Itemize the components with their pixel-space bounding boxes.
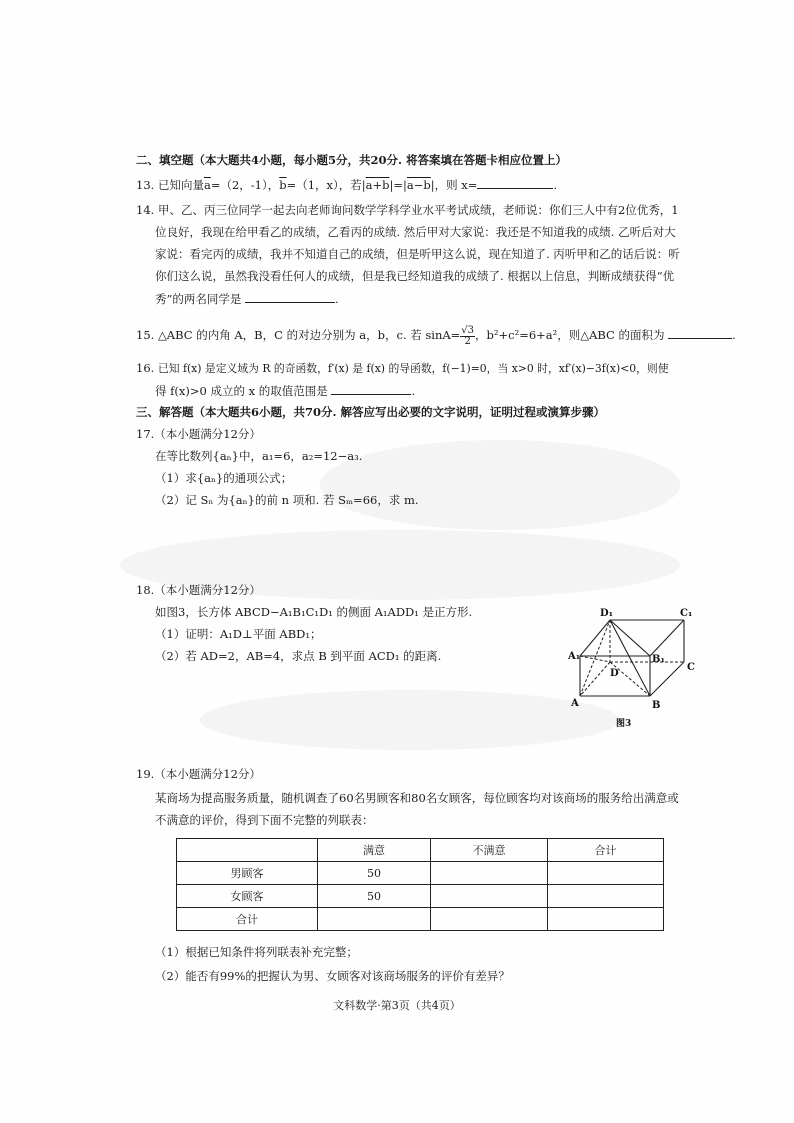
label-C1: C₁ xyxy=(680,608,693,619)
hidden-diagonal-A-D1 xyxy=(580,620,610,696)
question-14-line-3: 家说：看完丙的成绩，我并不知道自己的成绩，但是听甲这么说，现在知道了. 丙听甲和乙的话后说：听 xyxy=(155,247,680,261)
label-D: D xyxy=(610,668,619,679)
question-19-part-1: （1）根据已知条件将列联表补充完整； xyxy=(155,945,358,959)
table-cell: 女顾客 xyxy=(177,885,318,908)
table-cell xyxy=(431,862,548,885)
question-19-stem-2: 不满意的评价，得到下面不完整的列联表： xyxy=(155,813,374,827)
table-cell xyxy=(431,908,548,931)
question-14-line-1: 14. 甲、乙、丙三位同学一起去向老师询问数学学科学业水平考试成绩，老师说：你们三人中有2位优秀，1 xyxy=(136,203,679,217)
label-D1: D₁ xyxy=(600,608,614,619)
section-3-heading: 三、解答题（本大题共6小题，共70分. 解答应写出必要的文字说明，证明过程或演算步骤） xyxy=(136,405,606,419)
question-18-stem: 如图3，长方体 ABCD−A₁B₁C₁D₁ 的侧面 A₁ADD₁ 是正方形. xyxy=(155,605,473,619)
page-footer: 文科数学·第3页（共4页） xyxy=(333,999,461,1012)
table-header-cell: 合计 xyxy=(548,839,664,862)
scan-smudge xyxy=(320,440,680,530)
question-14-line-2: 位良好，我现在给甲看乙的成绩，乙看丙的成绩. 然后甲对大家说：我还是不知道我的成绩. 乙听后对大 xyxy=(155,225,676,239)
edge-A1-D1 xyxy=(580,620,610,656)
question-17-title: 17.（本小题满分12分） xyxy=(136,427,261,441)
q14-number: 14. xyxy=(136,203,155,217)
table-cell xyxy=(548,908,664,931)
question-18-title: 18.（本小题满分12分） xyxy=(136,583,261,597)
q15-fraction: $\frac{√3}{2}$ xyxy=(461,324,475,347)
table-header-cell: 满意 xyxy=(318,839,431,862)
table-header-row xyxy=(177,839,664,862)
table-cell xyxy=(431,885,548,908)
question-17-stem: 在等比数列{aₙ}中，a₁=6，a₂=12−a₃. xyxy=(155,449,363,463)
contingency-table xyxy=(176,838,664,931)
scan-smudge xyxy=(200,690,620,750)
q15-number: 15. xyxy=(136,328,155,342)
figure-3-cuboid xyxy=(566,604,706,730)
edge-C-B xyxy=(650,662,684,696)
question-18-part-2: （2）若 AD=2，AB=4，求点 B 到平面 ACD₁ 的距离. xyxy=(155,649,442,663)
table-cell: 50 xyxy=(318,862,431,885)
question-18-part-1: （1）证明：A₁D⊥平面 ABD₁； xyxy=(155,627,322,641)
question-14-line-5: 秀”的两名同学是 . xyxy=(155,292,339,306)
table-row xyxy=(177,885,664,908)
question-13: 13. 已知向量$\overline{a}=(2$，-1），$\overline{b}=(1$，x），若|a+b|=|a−b|，则 x= . xyxy=(136,178,558,192)
table-cell: 合计 xyxy=(177,908,318,931)
label-C: C xyxy=(687,662,695,673)
question-17-part-1: （1）求{aₙ}的通项公式； xyxy=(155,471,293,485)
q13-number: 13. xyxy=(136,178,155,192)
q14-answer-blank[interactable] xyxy=(245,290,335,303)
q15-answer-blank[interactable] xyxy=(668,326,732,339)
question-15: 15. △ABC 的内角 A，B，C 的对边分别为 a，b，c. 若 sinA= $\frac{√3}{2}$ ，b²+c²=6+a²，则△ABC 的面积为 . xyxy=(136,324,736,347)
label-A1: A₁ xyxy=(568,651,581,662)
edge-C1-B1 xyxy=(650,620,684,656)
question-14-line-4: 你们这么说，虽然我没看任何人的成绩，但是我已经知道我的成绩了. 根据以上信息，判断成绩获得“优 xyxy=(155,269,675,283)
label-A: A xyxy=(571,698,579,709)
section-2-heading: 二、填空题（本大题共4小题，每小题5分，共20分. 将答案填在答题卡相应位置上） xyxy=(136,153,568,167)
q16-number: 16. xyxy=(136,361,155,375)
table-row xyxy=(177,862,664,885)
q13-answer-blank[interactable] xyxy=(477,176,553,189)
table-cell xyxy=(318,908,431,931)
table-cell xyxy=(548,862,664,885)
table-cell: 男顾客 xyxy=(177,862,318,885)
question-16-line-2: 得 f(x)>0 成立的 x 的取值范围是 . xyxy=(155,384,416,398)
table-cell: 50 xyxy=(318,885,431,908)
question-19-part-2: （2）能否有99%的把握认为男、女顾客对该商场服务的评价有差异？ xyxy=(155,969,510,983)
question-19-title: 19.（本小题满分12分） xyxy=(136,767,261,781)
diagonal-D1-B xyxy=(610,620,650,696)
q16-answer-blank[interactable] xyxy=(331,382,411,395)
table-row xyxy=(177,908,664,931)
question-19-stem-1: 某商场为提高服务质量，随机调查了60名男顾客和80名女顾客，每位顾客均对该商场的服务给出满意或 xyxy=(155,791,679,805)
figure-caption: 图3 xyxy=(616,719,632,729)
question-17-part-2: （2）记 Sₙ 为{aₙ}的前 n 项和. 若 Sₘ=66，求 m. xyxy=(155,493,419,507)
label-B: B xyxy=(652,700,661,711)
question-16-line-1: 16. 已知 f(x) 是定义域为 R 的奇函数，f′(x) 是 f(x) 的导函数，f(−1)=0，当 x>0 时，xf′(x)−3f(x)<0，则使 xyxy=(136,361,669,375)
diagonal-D1-B1 xyxy=(610,620,650,656)
table-cell xyxy=(548,885,664,908)
hidden-edge-D-A xyxy=(580,662,610,696)
label-B1: B₁ xyxy=(652,654,665,665)
table-header-cell xyxy=(177,839,318,862)
table-header-cell: 不满意 xyxy=(431,839,548,862)
